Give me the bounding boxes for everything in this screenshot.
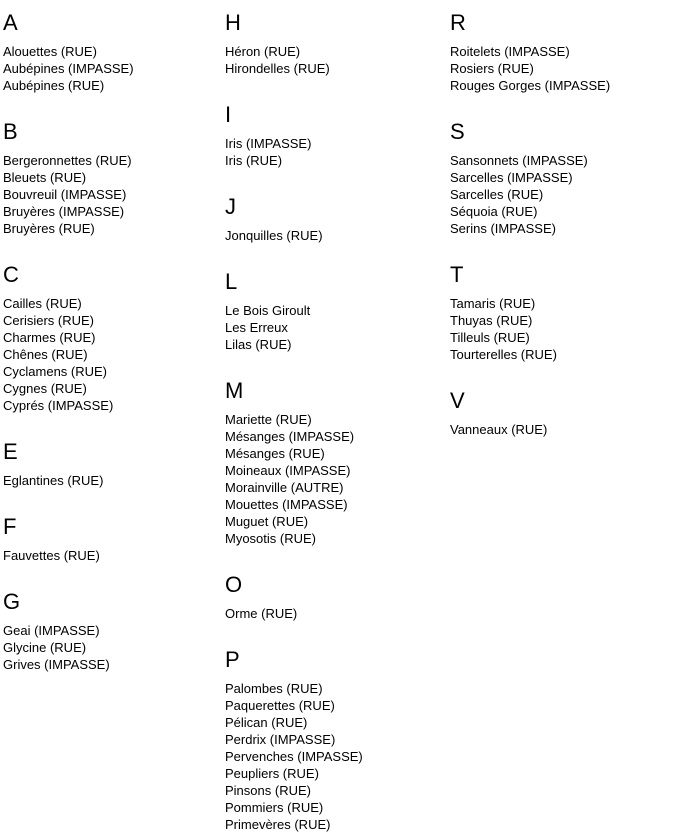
street-entry: Lilas (RUE) (225, 337, 292, 352)
street-list (225, 605, 450, 622)
street-entry: Cailles (RUE) (3, 296, 82, 311)
street-entry: Fauvettes (RUE) (3, 548, 100, 563)
street-entry: Pinsons (RUE) (225, 783, 311, 798)
street-entry: Cerisiers (RUE) (3, 313, 94, 328)
street-entry: Aubépines (IMPASSE) (3, 61, 134, 76)
street-entry: Rosiers (RUE) (450, 61, 534, 76)
street-entry: Cyprés (IMPASSE) (3, 398, 114, 413)
index-section-s (450, 119, 675, 237)
street-entry: Cyclamens (RUE) (3, 364, 108, 379)
street-entry: Myosotis (RUE) (225, 531, 317, 546)
street-list (3, 152, 225, 237)
section-letter-heading: G (3, 589, 21, 614)
street-entry: Mouettes (IMPASSE) (225, 497, 348, 512)
section-letter-heading: C (3, 262, 20, 287)
street-entry: Iris (IMPASSE) (225, 136, 312, 151)
street-entry: Roitelets (IMPASSE) (450, 44, 570, 59)
street-entry: Vanneaux (RUE) (450, 422, 548, 437)
street-entry: Glycine (RUE) (3, 640, 87, 655)
street-list (450, 295, 675, 363)
street-entry: Paquerettes (RUE) (225, 698, 335, 713)
index-section-f (3, 514, 225, 564)
street-list (3, 295, 225, 414)
section-letter-heading: L (225, 269, 238, 294)
street-entry: Iris (RUE) (225, 153, 283, 168)
street-entry: Geai (IMPASSE) (3, 623, 100, 638)
street-entry: Sarcelles (RUE) (450, 187, 544, 202)
street-list (450, 152, 675, 237)
index-section-m (225, 378, 450, 547)
street-entry: Bergeronnettes (RUE) (3, 153, 132, 168)
street-entry: Hirondelles (RUE) (225, 61, 330, 76)
index-section-h (225, 10, 450, 77)
street-entry: Palombes (RUE) (225, 681, 323, 696)
street-entry: Mésanges (RUE) (225, 446, 325, 461)
section-letter-heading: J (225, 194, 237, 219)
index-column-1 (3, 10, 225, 673)
index-section-r (450, 10, 675, 94)
section-letter-heading: O (225, 572, 243, 597)
street-entry: Primevères (RUE) (225, 817, 331, 832)
street-entry: Bouvreuil (IMPASSE) (3, 187, 127, 202)
street-entry: Thuyas (RUE) (450, 313, 533, 328)
street-list (3, 43, 225, 94)
street-entry: Rouges Gorges (IMPASSE) (450, 78, 611, 93)
street-list (225, 302, 450, 353)
street-entry: Eglantines (RUE) (3, 473, 104, 488)
index-section-j (225, 194, 450, 244)
street-entry: Séquoia (RUE) (450, 204, 538, 219)
index-section-o (225, 572, 450, 622)
street-entry: Serins (IMPASSE) (450, 221, 556, 236)
street-entry: Morainville (AUTRE) (225, 480, 344, 495)
index-section-p (225, 647, 450, 833)
street-list (225, 135, 450, 169)
index-section-l (225, 269, 450, 353)
street-entry: Héron (RUE) (225, 44, 301, 59)
index-section-c (3, 262, 225, 414)
index-section-i (225, 102, 450, 169)
street-entry: Charmes (RUE) (3, 330, 96, 345)
street-entry: Cygnes (RUE) (3, 381, 87, 396)
index-column-2 (225, 10, 450, 833)
section-letter-heading: E (3, 439, 19, 464)
street-list (450, 421, 675, 438)
street-entry: Mariette (RUE) (225, 412, 312, 427)
street-entry: Bruyères (IMPASSE) (3, 204, 125, 219)
section-letter-heading: F (3, 514, 17, 539)
street-entry: Mésanges (IMPASSE) (225, 429, 355, 444)
street-entry: Perdrix (IMPASSE) (225, 732, 336, 747)
section-letter-heading: T (450, 262, 464, 287)
index-section-e (3, 439, 225, 489)
section-letter-heading: S (450, 119, 466, 144)
street-list (225, 411, 450, 547)
index-column-3 (450, 10, 675, 438)
street-entry: Chênes (RUE) (3, 347, 88, 362)
street-entry: Tourterelles (RUE) (450, 347, 557, 362)
index-section-v (450, 388, 675, 438)
street-list (3, 547, 225, 564)
index-section-g (3, 589, 225, 673)
street-list (3, 622, 225, 673)
section-letter-heading: M (225, 378, 244, 403)
street-entry: Orme (RUE) (225, 606, 298, 621)
street-list (225, 227, 450, 244)
section-letter-heading: R (450, 10, 467, 35)
street-entry: Sarcelles (IMPASSE) (450, 170, 573, 185)
section-letter-heading: I (225, 102, 232, 127)
index-section-b (3, 119, 225, 237)
section-letter-heading: P (225, 647, 241, 672)
section-letter-heading: A (3, 10, 19, 35)
street-entry: Pommiers (RUE) (225, 800, 324, 815)
street-entry: Tilleuls (RUE) (450, 330, 530, 345)
street-entry: Muguet (RUE) (225, 514, 309, 529)
street-entry: Pélican (RUE) (225, 715, 308, 730)
street-list (3, 472, 225, 489)
street-entry: Peupliers (RUE) (225, 766, 319, 781)
section-letter-heading: V (450, 388, 466, 413)
street-entry: Alouettes (RUE) (3, 44, 97, 59)
street-entry: Moineaux (IMPASSE) (225, 463, 351, 478)
index-section-t (450, 262, 675, 363)
street-entry: Pervenches (IMPASSE) (225, 749, 363, 764)
street-entry: Aubépines (RUE) (3, 78, 105, 93)
street-entry: Tamaris (RUE) (450, 296, 536, 311)
street-entry: Bruyères (RUE) (3, 221, 95, 236)
street-list (450, 43, 675, 94)
street-entry: Sansonnets (IMPASSE) (450, 153, 588, 168)
street-entry: Les Erreux (225, 320, 288, 335)
section-letter-heading: H (225, 10, 242, 35)
street-entry: Le Bois Giroult (225, 303, 311, 318)
street-entry: Bleuets (RUE) (3, 170, 87, 185)
street-entry: Jonquilles (RUE) (225, 228, 323, 243)
index-section-a (3, 10, 225, 94)
street-entry: Grives (IMPASSE) (3, 657, 110, 672)
street-list (225, 43, 450, 77)
street-list (225, 680, 450, 833)
section-letter-heading: B (3, 119, 19, 144)
